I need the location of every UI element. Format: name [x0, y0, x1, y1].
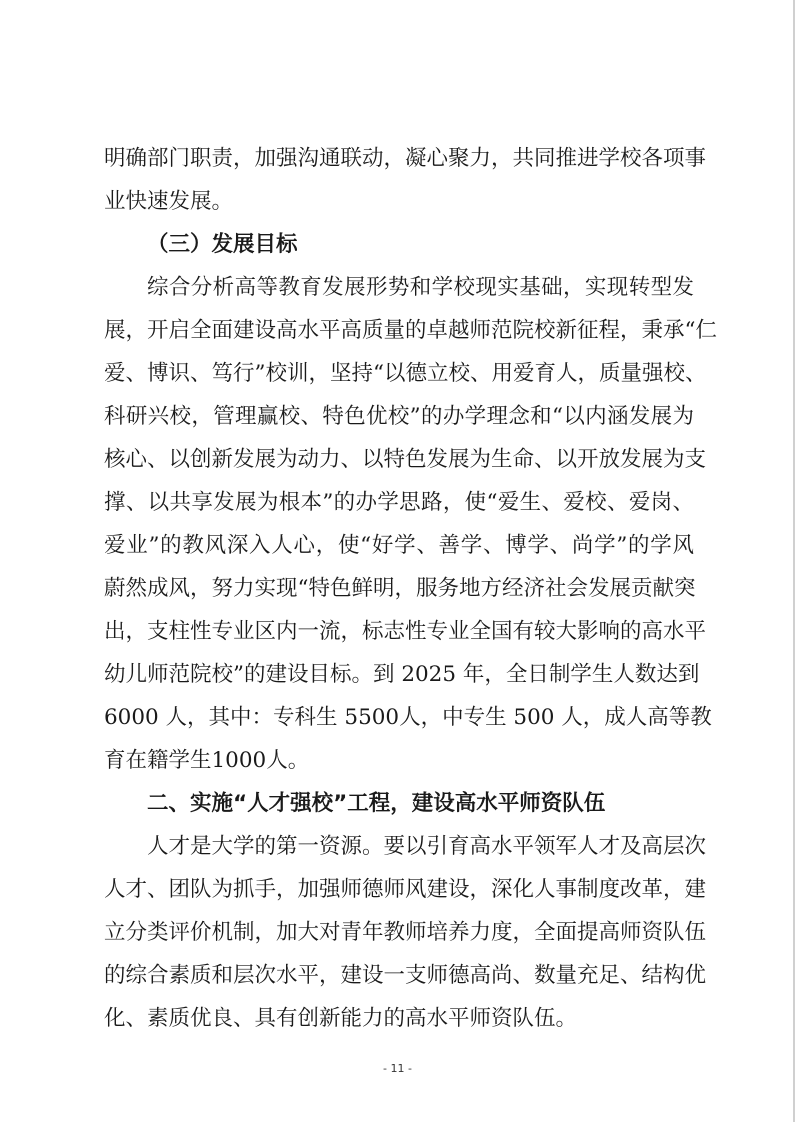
page-number: - 11 -: [383, 1062, 412, 1075]
paragraph-line: 的综合素质和层次水平，建设一支师德高尚、数量充足、结构优: [104, 963, 707, 988]
paragraph-line: 出，支柱性专业区内一流，标志性专业全国有较大影响的高水平: [104, 619, 707, 644]
document-body: [104, 137, 717, 1040]
paragraph-line: 人才是大学的第一资源。要以引育高水平领军人才及高层次: [147, 834, 707, 859]
section-heading-talent-strategy: 二、实施“人才强校”工程，建设高水平师资队伍: [147, 791, 606, 816]
paragraph-line: 爱、博识、笃行”校训，坚持“以德立校、用爱育人，质量强校、: [104, 361, 707, 386]
paragraph-line: 撑、以共享发展为根本”的办学思路，使“爱生、爱校、爱岗、: [104, 490, 694, 515]
paragraph-line: 展，开启全面建设高水平高质量的卓越师范院校新征程，秉承“仁: [104, 318, 717, 343]
paragraph-line: 6000 人，其中：专科生 5500人，中专生 500 人，成人高等教: [104, 705, 712, 730]
paragraph-line: 爱业”的教风深入人心，使“好学、善学、博学、尚学”的学风: [104, 533, 694, 558]
paragraph-line: 明确部门职责，加强沟通联动，凝心聚力，共同推进学校各项事: [104, 146, 707, 171]
paragraph-line: 立分类评价机制，加大对青年教师培养力度，全面提高师资队伍: [104, 920, 707, 945]
paragraph-line: 业快速发展。: [104, 189, 234, 214]
paragraph-line: 化、素质优良、具有创新能力的高水平师资队伍。: [104, 1006, 578, 1031]
paragraph-line: 幼儿师范院校”的建设目标。到 2025 年，全日制学生人数达到: [104, 662, 700, 687]
paragraph-line: 育在籍学生1000人。: [104, 748, 310, 773]
paragraph-line: 科研兴校，管理赢校、特色优校”的办学理念和“以内涵发展为: [104, 404, 694, 429]
section-heading-development-goals: （三）发展目标: [147, 232, 298, 257]
paragraph-line: 综合分析高等教育发展形势和学校现实基础，实现转型发: [147, 275, 694, 300]
paragraph-line: 蔚然成风，努力实现“特色鲜明，服务地方经济社会发展贡献突: [104, 576, 696, 601]
paragraph-line: 人才、团队为抓手，加强师德师风建设，深化人事制度改革，建: [104, 877, 707, 902]
paragraph-line: 核心、以创新发展为动力、以特色发展为生命、以开放发展为支: [104, 447, 707, 472]
